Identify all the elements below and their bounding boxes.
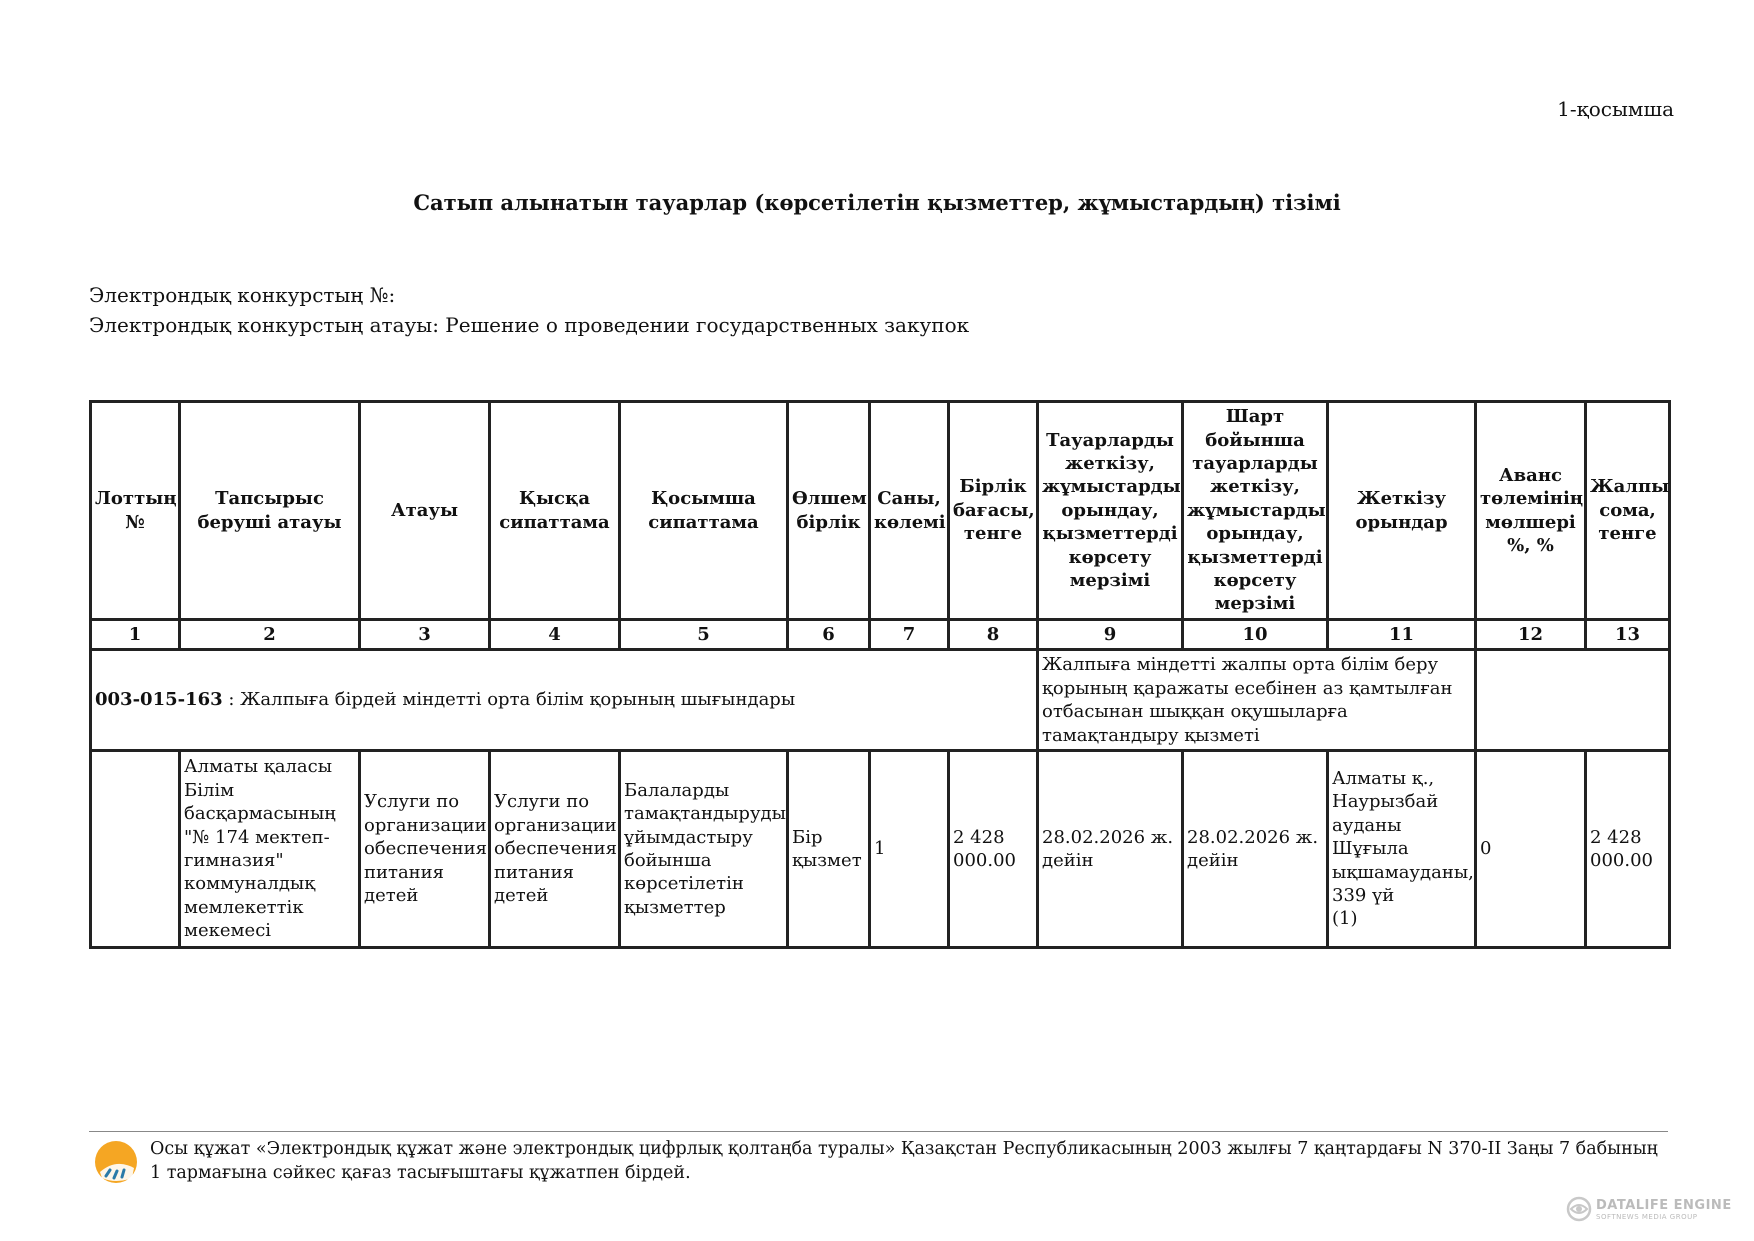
eye-logo-icon [1566, 1196, 1592, 1222]
column-number: 3 [360, 620, 490, 650]
budget-group-row [91, 650, 1670, 751]
header-advance-percent: Аванс төлемінің мөлшері %, % [1476, 402, 1586, 620]
column-number: 9 [1038, 620, 1183, 650]
cell-total: 2 428 000.00 [1586, 750, 1670, 947]
column-number: 13 [1586, 620, 1670, 650]
cell-delivery-place: Алматы қ., Наурызбай ауданы Шұғыла ықшамауданы, 339 үй (1) [1328, 750, 1476, 947]
cell-unit-price: 2 428 000.00 [949, 750, 1038, 947]
contest-name: Электрондық конкурстың атауы: Решение о проведении государственных закупок [89, 313, 970, 337]
column-number: 11 [1328, 620, 1476, 650]
cell-quantity: 1 [870, 750, 949, 947]
column-number: 2 [180, 620, 360, 650]
budget-description: Жалпыға міндетті жалпы орта білім беру қорының қаражаты есебінен аз қамтылған отбасынан шыққан оқушыларға тамақтандыру қызметі [1038, 650, 1476, 751]
cell-customer: Алматы қаласы Білім басқармасының "№ 174 мектеп-гимназия" коммуналдық мемлекеттік мекемесі [180, 750, 360, 947]
cell-lot-number [91, 750, 180, 947]
header-name: Атауы [360, 402, 490, 620]
cell-name: Услуги по организации обеспечения питания детей [360, 750, 490, 947]
cell-advance-percent: 0 [1476, 750, 1586, 947]
budget-code-description: : Жалпыға бірдей міндетті орта білім қорының шығындары [222, 689, 796, 711]
header-unit-price: Бірлік бағасы, тенге [949, 402, 1038, 620]
annex-label: 1-қосымша [1557, 97, 1674, 121]
header-short-desc: Қысқа сипаттама [490, 402, 620, 620]
budget-code-cell [91, 650, 1038, 751]
header-lot-number: Лоттың № [91, 402, 180, 620]
header-delivery-place: Жеткізу орындар [1328, 402, 1476, 620]
cell-unit: Бір қызмет [788, 750, 870, 947]
footer-divider [89, 1131, 1668, 1132]
header-quantity: Саны, көлемі [870, 402, 949, 620]
column-number: 5 [620, 620, 788, 650]
header-customer: Тапсырыс беруші атауы [180, 402, 360, 620]
watermark-sub: SOFTNEWS MEDIA GROUP [1596, 1212, 1698, 1221]
column-number: 12 [1476, 620, 1586, 650]
header-row [91, 402, 1670, 620]
contest-number-label: Электрондық конкурстың №: [89, 283, 396, 307]
column-number: 6 [788, 620, 870, 650]
header-contract-term: Шарт бойынша тауарларды жеткізу, жұмыстарды орындау, қызметтерді көрсету мерзімі [1183, 402, 1328, 620]
column-number: 1 [91, 620, 180, 650]
column-number: 10 [1183, 620, 1328, 650]
header-total: Жалпы сома, тенге [1586, 402, 1670, 620]
header-unit: Өлшем бірлік [788, 402, 870, 620]
watermark [1566, 1196, 1732, 1222]
cell-contract-term: 28.02.2026 ж. дейін [1183, 750, 1328, 947]
column-number: 7 [870, 620, 949, 650]
budget-extra [1476, 650, 1670, 751]
cell-short-desc: Услуги по организации обеспечения питания детей [490, 750, 620, 947]
column-number: 4 [490, 620, 620, 650]
legal-notice: Осы құжат «Электрондық құжат және электрондық цифрлық қолтаңба туралы» Қазақстан Республикасының 2003 жылғы 7 қаңтардағы N 370-II Заңы 7 бабының 1 тармағына сәйкес қағаз тасығыштағы құжатпен бірдей. [150, 1139, 1658, 1183]
header-delivery-term: Тауарларды жеткізу, жұмыстарды орындау, қызметтерді көрсету мерзімі [1038, 402, 1183, 620]
cell-extra-desc: Балаларды тамақтандыруды ұйымдастыру бойынша көрсетілетін қызметтер [620, 750, 788, 947]
budget-code: 003-015-163 [95, 689, 223, 711]
page-title: Сатып алынатын тауарлар (көрсетілетін қызметтер, жұмыстардың) тізімі [413, 190, 1341, 215]
table-row [91, 750, 1670, 947]
column-number: 8 [949, 620, 1038, 650]
egov-seal-icon [92, 1138, 140, 1186]
watermark-main: DATALIFE ENGINE [1596, 1197, 1732, 1213]
lots-table [89, 400, 1671, 949]
column-number-row [91, 620, 1670, 650]
header-extra-desc: Қосымша сипаттама [620, 402, 788, 620]
cell-delivery-term: 28.02.2026 ж. дейін [1038, 750, 1183, 947]
